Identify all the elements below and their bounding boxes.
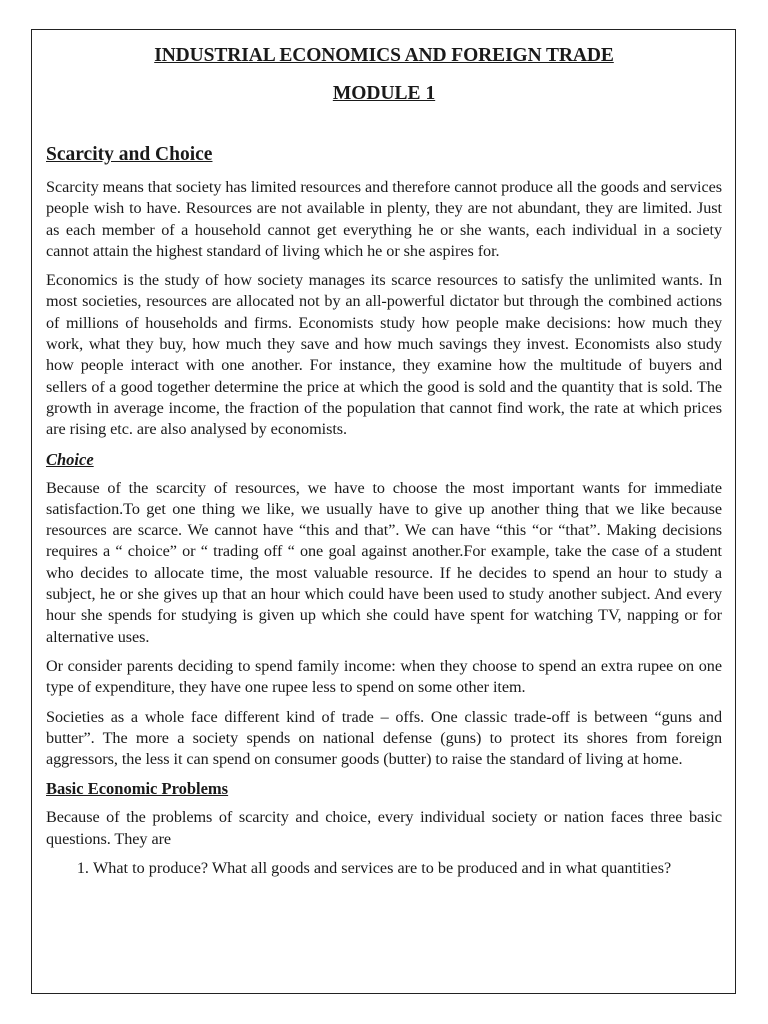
document-title: INDUSTRIAL ECONOMICS AND FOREIGN TRADE [154,45,614,66]
document-content [46,40,722,879]
section-title-scarcity: Scarcity and Choice [46,144,213,165]
list-item: 1. What to produce? What all goods and services are to be produced and in what quantities? [93,858,722,879]
subsection-title-choice: Choice [46,449,94,469]
module-heading: MODULE 1 [332,83,436,104]
paragraph-problems-intro: Because of the problems of scarcity and choice, every individual society or nation faces three basic questions. They are [46,808,722,848]
paragraph-choice-3: Societies as a whole face different kind of trade – offs. One classic trade-off is between “guns and butter”. The more a society spends on national defense (guns) to protect its shores from foreign aggressors, the less it can spend on consumer goods (butter) to raise the standard of living at home. [46,707,722,769]
paragraph-economics-definition: Economics is the study of how society manages its scarce resources to satisfy the unlimited wants. In most societies, resources are allocated not by an all-powerful dictator but through the combined actions of millions of households and firms. Economists study how people make decisions: how much they work, what they buy, how much they save and how much savings they invest. Economists also study how people interact with one another. For instance, they examine how the multitude of buyers and sellers of a good together determine the price at which the good is sold and the quantity that is sold. The growth in average income, the fraction of the population that cannot find work, the rate at which prices are rising etc. are also analysed by economists. [46,271,722,439]
paragraph-scarcity-definition: Scarcity means that society has limited resources and therefore cannot produce all the goods and services people wish to have. Resources are not available in plenty, they are not abundant, they are limited. Just as each member of a household cannot get everything he or she wants, each individual in a society cannot attain the highest standard of living which he or she aspires for. [46,178,722,260]
problems-list [46,858,722,879]
paragraph-choice-1: Because of the scarcity of resources, we have to choose the most important wants for immediate satisfaction.To get one thing we like, we usually have to give up another thing that we like because resources are scarce. We cannot have “this and that”. We can have “this “or “that”. Making decisions requires a “ choice” or “ trading off “ one goal against another.For example, take the case of a student who decides to allocate time, the most valuable resource. If he decides to spend an hour to study a subject, he or she gives up that an hour which could have been used to study another subject. And every hour she spends for studying is given up which she could have spent for watching TV, napping or for alternative uses. [46,478,722,646]
paragraph-choice-2: Or consider parents deciding to spend family income: when they choose to spend an extra rupee on one type of expenditure, they have one rupee less to spend on some other item. [46,656,722,697]
subsection-title-problems: Basic Economic Problems [46,779,229,799]
